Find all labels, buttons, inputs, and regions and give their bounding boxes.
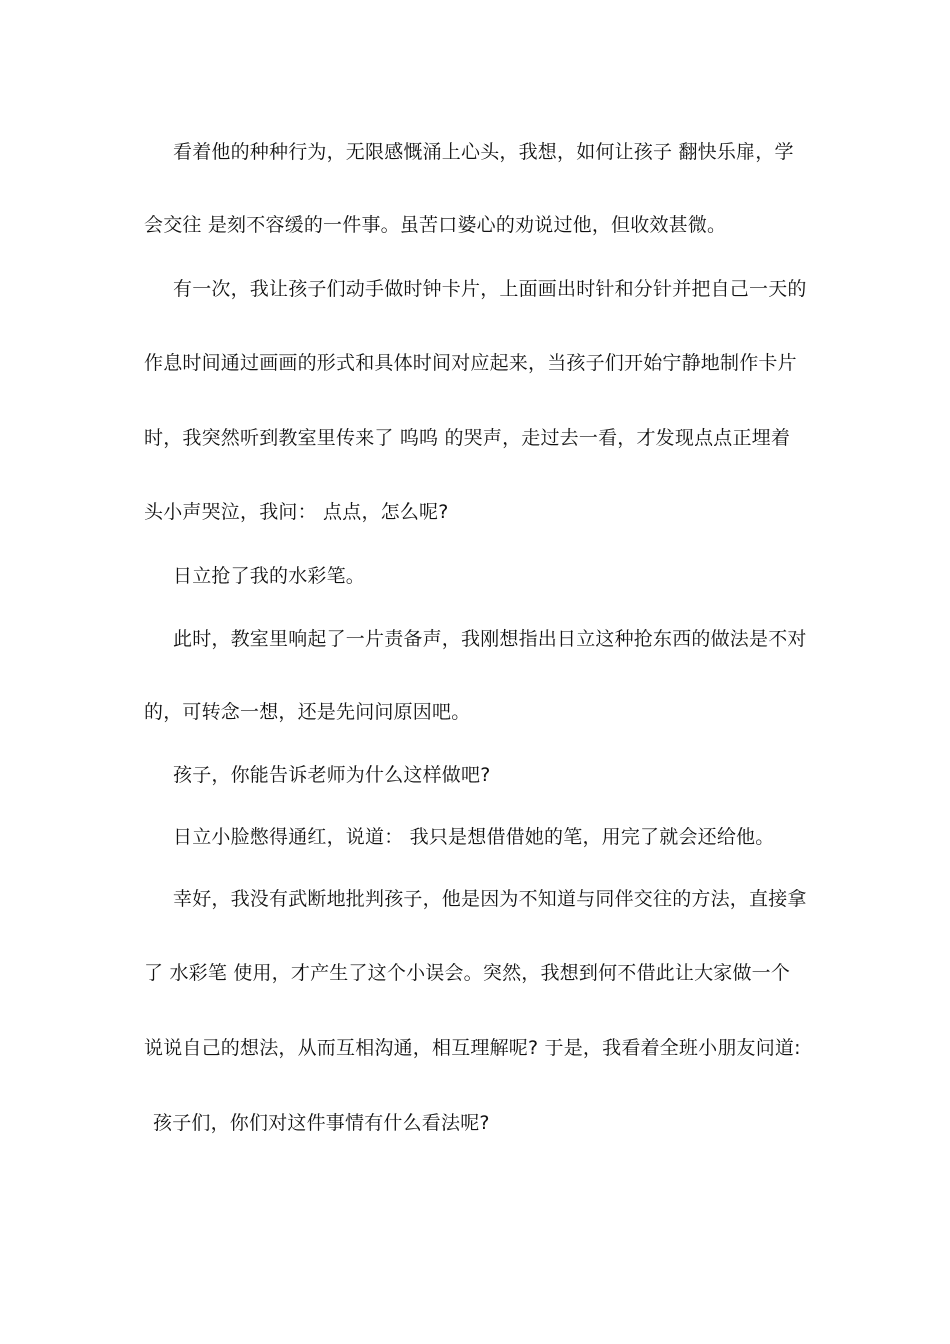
paragraph-line-12: 幸好，我没有武断地批判孩子，他是因为不知道与同伴交往的方法，直接拿 [173,888,807,910]
paragraph-line-11: 日立小脸憋得通红，说道： 我只是想借借她的笔，用完了就会还给他。 [173,826,775,848]
paragraph-line-13: 了 水彩笔 使用，才产生了这个小误会。突然，我想到何不借此让大家做一个 [144,962,791,984]
paragraph-line-7: 日立抢了我的水彩笔。 [173,565,366,587]
paragraph-line-2: 会交往 是刻不容缓的一件事。虽苦口婆心的劝说过他，但收效甚微。 [144,214,727,236]
paragraph-line-1: 看着他的种种行为，无限感慨涌上心头，我想，如何让孩子 翻快乐扉，学 [173,141,794,163]
paragraph-line-6: 头小声哭泣，我问： 点点，怎么呢? [144,501,449,523]
paragraph-line-4: 作息时间通过画画的形式和具体时间对应起来，当孩子们开始宁静地制作卡片 [144,352,797,374]
paragraph-line-14: 说说自己的想法，从而互相沟通，相互理解呢? 于是，我看着全班小朋友问道: [144,1037,801,1059]
paragraph-line-15: 孩子们，你们对这件事情有什么看法呢? [153,1112,490,1134]
paragraph-line-9: 的，可转念一想，还是先问问原因吧。 [144,701,471,723]
paragraph-line-3: 有一次，我让孩子们动手做时钟卡片，上面画出时针和分针并把自己一天的 [173,278,807,300]
paragraph-line-10: 孩子，你能告诉老师为什么这样做吧? [173,764,491,786]
paragraph-line-8: 此时，教室里响起了一片责备声，我刚想指出日立这种抢东西的做法是不对 [173,628,807,650]
paragraph-line-5: 时，我突然听到教室里传来了 呜呜 的哭声，走过去一看，才发现点点正埋着 [144,427,791,449]
